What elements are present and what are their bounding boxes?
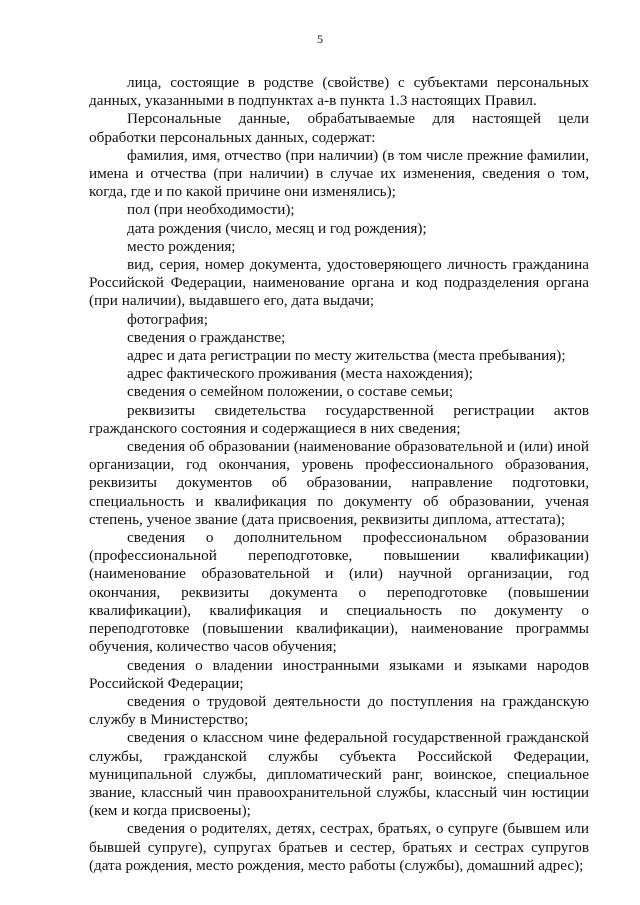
page-number: 5 (317, 32, 323, 46)
paragraph-relatives: лица, состоящие в родстве (свойстве) с субъектами персональных данных, указанными в подпунктах а-в пункта 1.3 настоящих Правил. (89, 74, 589, 110)
list-item-additional-education: сведения о дополнительном профессиональном образовании (профессиональной переподготовке, повышении квалификации) (наименование образовательной и (или) научной организации, год окончания, реквизиты документа о переподготовке (повышении квалификации), квалификация и специальность по документу о переподготовке (повышении квалификации), наименование программы обучения, количество часов обучения; (89, 529, 589, 656)
list-item-birth-place: место рождения; (127, 237, 236, 255)
list-item-citizenship: сведения о гражданстве; (127, 328, 286, 346)
list-item-class-rank: сведения о классном чине федеральной государственной гражданской службы, гражданской службы субъекта Российской Федерации, муниципальной службы, дипломатический ранг, воинское, специальное звание, классный чин правоохранительной службы, классный чин юстиции (кем и когда присвоены); (89, 729, 589, 820)
list-item-education: сведения об образовании (наименование образовательной и (или) иной организации, год окончания, уровень профессионального образования, реквизиты документов об образовании, направление подготовки, специальность и квалификация по документу об образовании, ученая степень, ученое звание (дата присвоения, реквизиты диплома, аттестата); (89, 438, 589, 528)
list-item-languages: сведения о владении иностранными языками и языками народов Российской Федерации; (89, 656, 589, 692)
list-item-relatives-info: сведения о родителях, детях, сестрах, братьях, о супруге (бывшем или бывшей супруге), супругах братьев и сестер, братьях и сестрах супругов (дата рождения, место рождения, место работы (службы), домашний адрес); (89, 820, 589, 874)
list-item-full-name: фамилия, имя, отчество (при наличии) (в том числе прежние фамилии, имена и отчества (при наличии) в случае их изменения, сведения о том, когда, где и по какой причине они изменялись); (89, 146, 589, 201)
list-item-family-status: сведения о семейном положении, о составе семьи; (127, 383, 454, 401)
list-item-civil-acts: реквизиты свидетельства государственной регистрации актов гражданского состояния и содержащиеся в них сведения; (89, 401, 589, 437)
list-item-identity-document: вид, серия, номер документа, удостоверяющего личность гражданина Российской Федерации, наименование органа и код подразделения органа (при наличии), выдавшего его, дата выдачи; (89, 256, 589, 310)
list-item-sex: пол (при необходимости); (127, 201, 295, 219)
paragraph-intro: Персональные данные, обрабатываемые для настоящей цели обработки персональных данных, содержат: (89, 110, 589, 146)
list-item-registration-address: адрес и дата регистрации по месту жительства (места пребывания); (127, 347, 566, 365)
list-item-actual-address: адрес фактического проживания (места нахождения); (127, 365, 473, 383)
list-item-birth-date: дата рождения (число, месяц и год рождения); (127, 219, 427, 237)
document-body (89, 74, 589, 875)
list-item-work-history: сведения о трудовой деятельности до поступления на гражданскую службу в Министерство; (89, 692, 589, 729)
list-item-photo: фотография; (127, 310, 209, 328)
